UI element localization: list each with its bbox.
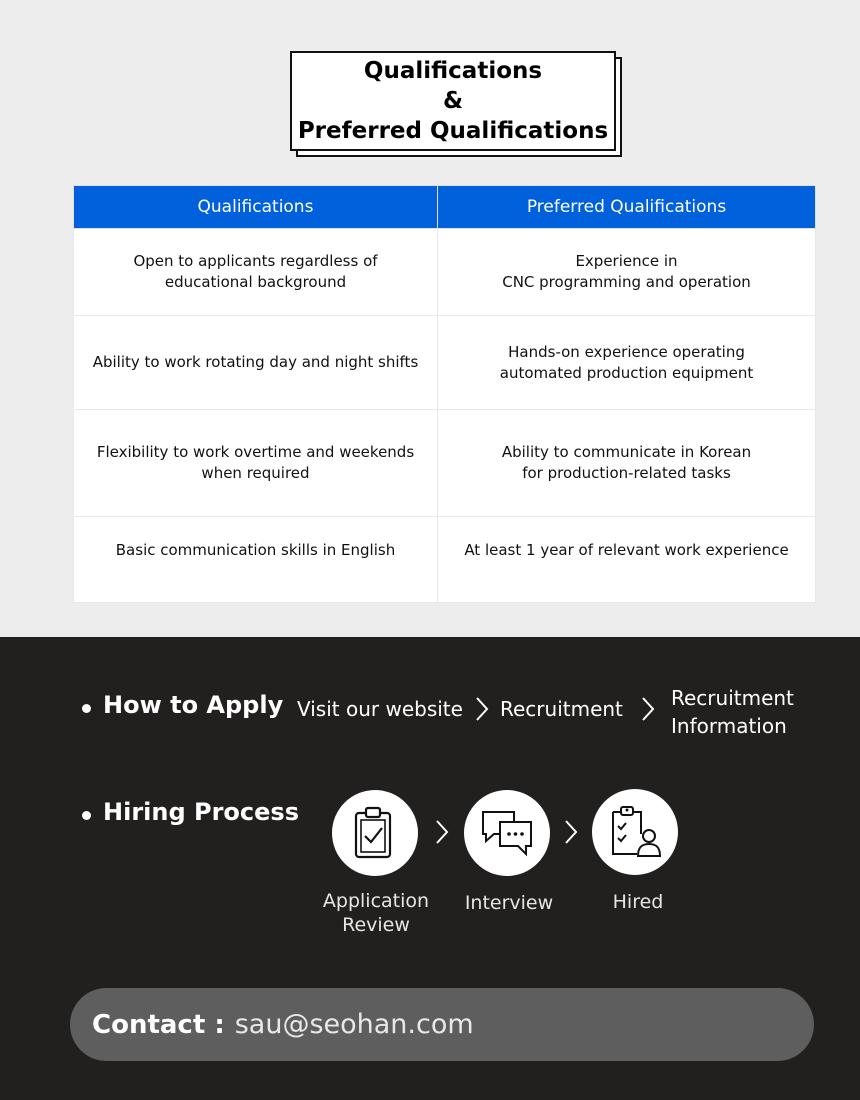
table-cell: Flexibility to work overtime and weekends when required bbox=[74, 410, 438, 517]
chevron-right-icon bbox=[640, 695, 656, 723]
how-to-apply-label: How to Apply bbox=[103, 691, 284, 719]
table-cell: Ability to work rotating day and night shifts bbox=[74, 316, 438, 410]
chevron-right-icon bbox=[434, 818, 450, 846]
bullet-icon bbox=[82, 704, 91, 713]
contact-label: Contact : bbox=[92, 1009, 225, 1040]
chat-bubbles-icon bbox=[480, 808, 534, 858]
bullet-icon bbox=[82, 811, 91, 820]
table-cell: Ability to communicate in Korean for production-related tasks bbox=[438, 410, 816, 517]
hiring-process-label: Hiring Process bbox=[103, 798, 299, 826]
contact-email-link[interactable]: sau@seohan.com bbox=[234, 1009, 474, 1040]
clipboard-check-icon bbox=[353, 806, 397, 860]
header-qualifications: Qualifications bbox=[74, 186, 438, 229]
table-header-row bbox=[74, 186, 816, 229]
table-row bbox=[74, 517, 816, 603]
application-review-step bbox=[332, 790, 418, 876]
apply-step-recruitment-information: Recruitment Information bbox=[671, 686, 794, 738]
step-label-hired: Hired bbox=[612, 891, 664, 913]
contact-bar bbox=[70, 988, 814, 1061]
header-preferred-qualifications: Preferred Qualifications bbox=[438, 186, 816, 229]
table-cell: Open to applicants regardless of educational background bbox=[74, 229, 438, 316]
apply-step-recruitment: Recruitment bbox=[500, 697, 623, 721]
table-row bbox=[74, 410, 816, 517]
apply-step-website: Visit our website bbox=[297, 697, 463, 721]
step-label-interview: Interview bbox=[464, 892, 554, 914]
chevron-right-icon bbox=[474, 695, 490, 723]
title-line-3: Preferred Qualifications bbox=[297, 118, 609, 144]
table-cell: Experience in CNC programming and operation bbox=[438, 229, 816, 316]
title-card bbox=[290, 51, 616, 151]
table-cell: At least 1 year of relevant work experience bbox=[438, 517, 816, 603]
step-label-application-review: Application Review bbox=[322, 890, 430, 936]
interview-step bbox=[464, 790, 550, 876]
table-row bbox=[74, 316, 816, 410]
table-row bbox=[74, 229, 816, 316]
checklist-person-icon bbox=[609, 804, 661, 860]
table-cell: Basic communication skills in English bbox=[74, 517, 438, 603]
application-section bbox=[0, 637, 860, 1100]
table-cell: Hands-on experience operating automated production equipment bbox=[438, 316, 816, 410]
chevron-right-icon bbox=[563, 818, 579, 846]
hired-step bbox=[592, 789, 678, 875]
qualifications-table bbox=[73, 185, 816, 603]
title-line-1: Qualifications bbox=[363, 58, 543, 84]
title-line-2: & bbox=[442, 88, 464, 114]
